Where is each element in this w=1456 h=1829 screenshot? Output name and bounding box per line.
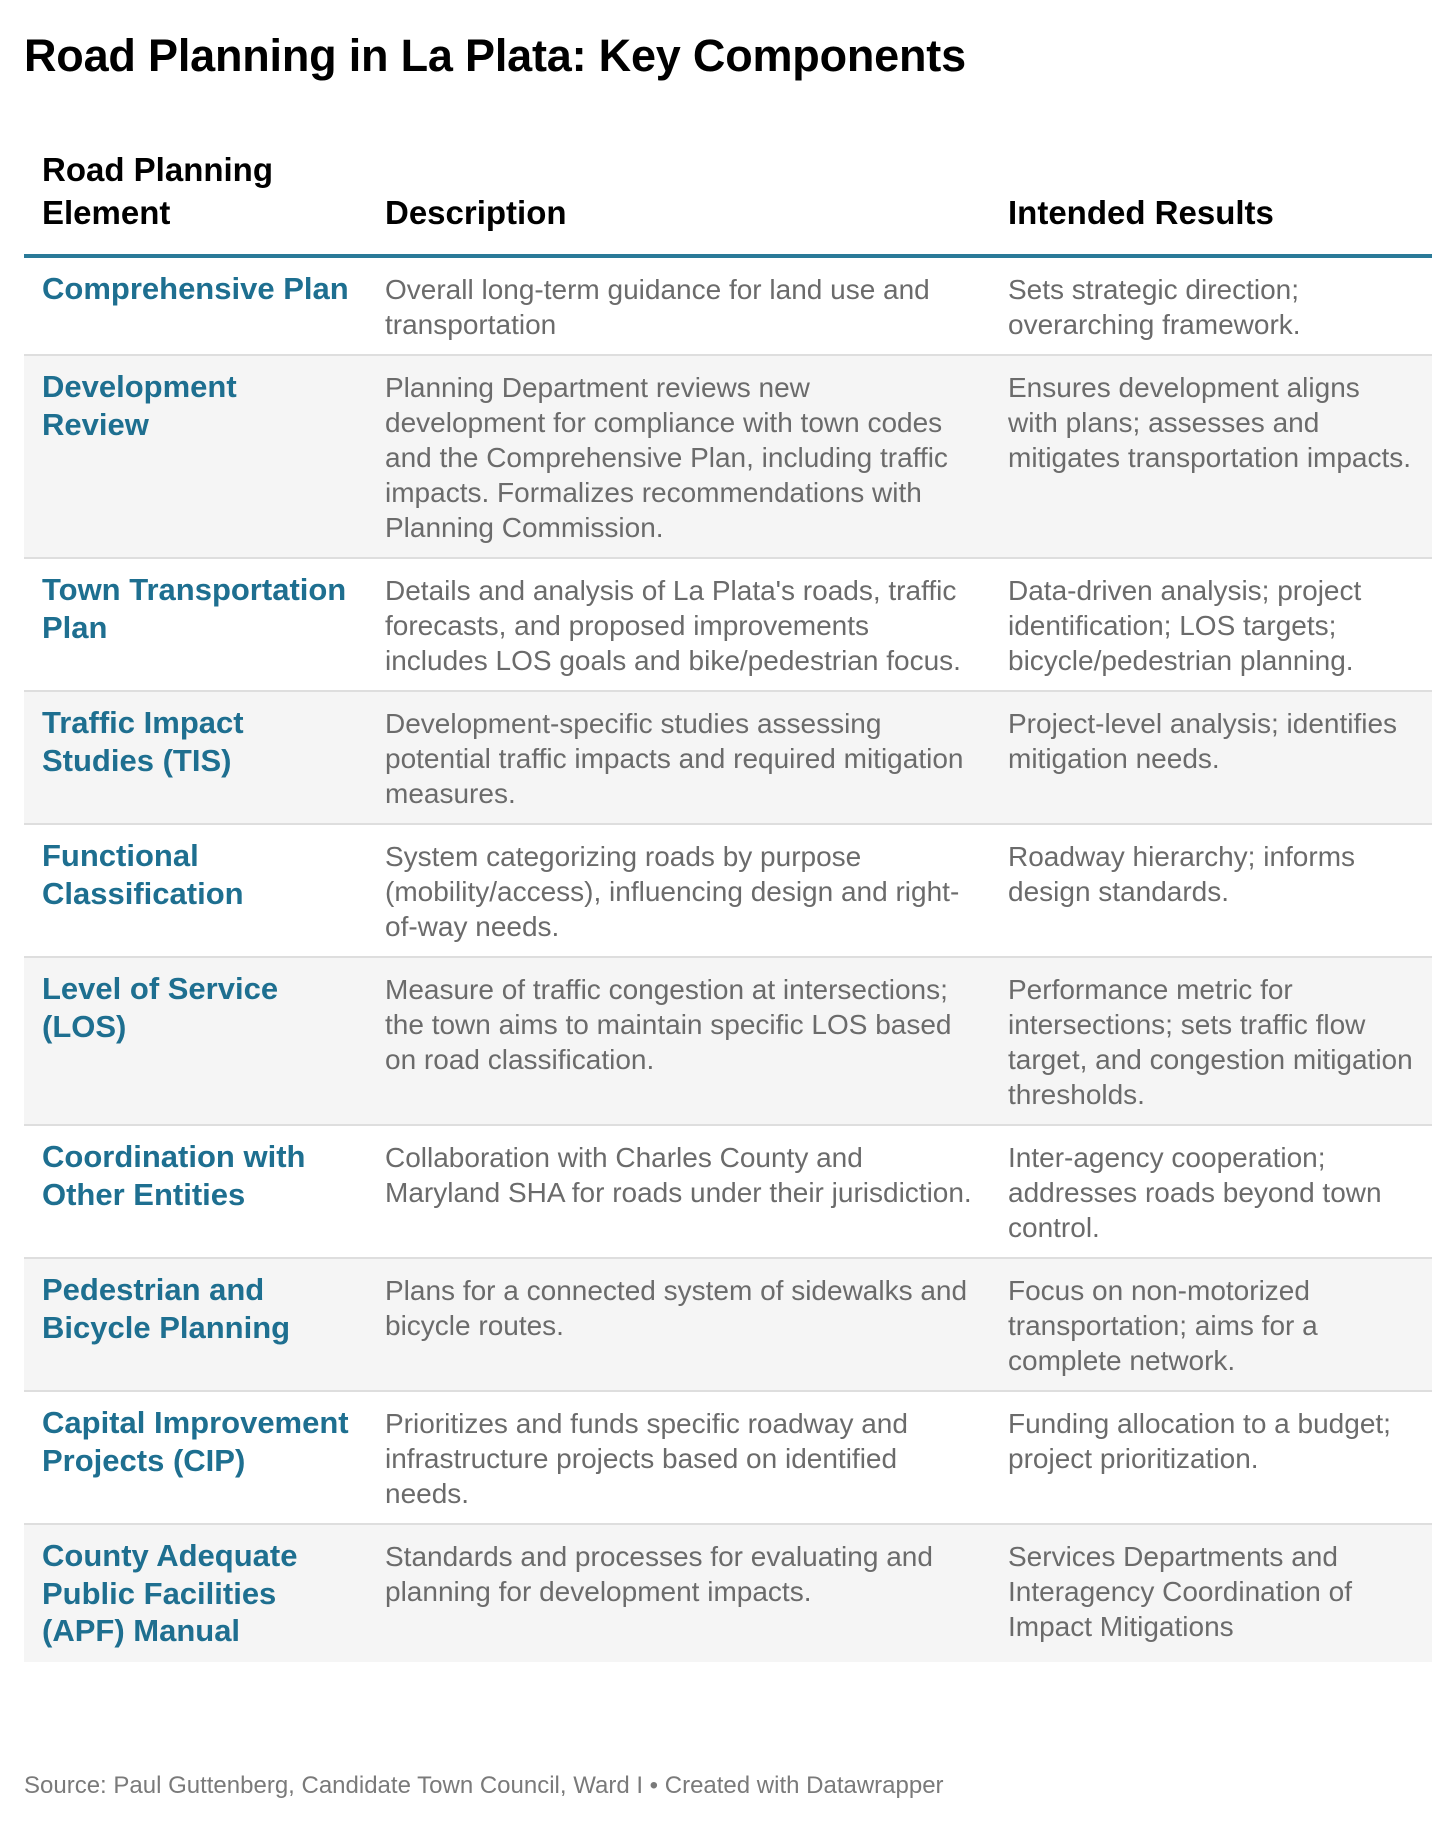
table-row <box>24 1391 1432 1524</box>
table-row <box>24 1258 1432 1391</box>
table-header <box>24 140 1432 256</box>
description-cell: Standards and processes for evaluating and planning for development impacts. <box>367 1524 990 1662</box>
description-cell: Measure of traffic congestion at intersections; the town aims to maintain specific LOS based on road classification. <box>367 957 990 1125</box>
table-body <box>24 256 1432 1662</box>
table-row <box>24 691 1432 824</box>
element-cell: Functional Classification <box>24 824 367 957</box>
results-cell: Focus on non-motorized transportation; aims for a complete network. <box>990 1258 1432 1391</box>
element-cell: Level of Service (LOS) <box>24 957 367 1125</box>
header-element: Road Planning Element <box>24 140 367 256</box>
results-cell: Project-level analysis; identifies mitigation needs. <box>990 691 1432 824</box>
table-row <box>24 355 1432 558</box>
table-row <box>24 1524 1432 1662</box>
table-row <box>24 824 1432 957</box>
page-title: Road Planning in La Plata: Key Components <box>24 30 966 81</box>
header-results: Intended Results <box>990 140 1432 256</box>
results-cell: Ensures development aligns with plans; assesses and mitigates transportation impacts. <box>990 355 1432 558</box>
table-row <box>24 1125 1432 1258</box>
table-row <box>24 256 1432 355</box>
table-row <box>24 558 1432 691</box>
source-footer: Source: Paul Guttenberg, Candidate Town Council, Ward I • Created with Datawrapper <box>24 1772 944 1799</box>
description-cell: Prioritizes and funds specific roadway and infrastructure projects based on identified needs. <box>367 1391 990 1524</box>
element-cell: Comprehensive Plan <box>24 256 367 355</box>
element-cell: Capital Improvement Projects (CIP) <box>24 1391 367 1524</box>
results-cell: Roadway hierarchy; informs design standards. <box>990 824 1432 957</box>
results-cell: Sets strategic direction; overarching framework. <box>990 256 1432 355</box>
element-cell: Coordination with Other Entities <box>24 1125 367 1258</box>
element-cell: Pedestrian and Bicycle Planning <box>24 1258 367 1391</box>
results-cell: Services Departments and Interagency Coordination of Impact Mitigations <box>990 1524 1432 1662</box>
description-cell: Planning Department reviews new development for compliance with town codes and the Comprehensive Plan, including traffic impacts. Formalizes recommendations with Planning Commission. <box>367 355 990 558</box>
results-cell: Inter-agency cooperation; addresses roads beyond town control. <box>990 1125 1432 1258</box>
description-cell: Collaboration with Charles County and Maryland SHA for roads under their jurisdiction. <box>367 1125 990 1258</box>
element-cell: Traffic Impact Studies (TIS) <box>24 691 367 824</box>
description-cell: Details and analysis of La Plata's roads, traffic forecasts, and proposed improvements includes LOS goals and bike/pedestrian focus. <box>367 558 990 691</box>
results-cell: Data-driven analysis; project identification; LOS targets; bicycle/pedestrian planning. <box>990 558 1432 691</box>
description-cell: System categorizing roads by purpose (mobility/access), influencing design and right-of-way needs. <box>367 824 990 957</box>
results-cell: Funding allocation to a budget; project prioritization. <box>990 1391 1432 1524</box>
results-cell: Performance metric for intersections; sets traffic flow target, and congestion mitigation thresholds. <box>990 957 1432 1125</box>
element-cell: Development Review <box>24 355 367 558</box>
element-cell: County Adequate Public Facilities (APF) Manual <box>24 1524 367 1662</box>
element-cell: Town Transportation Plan <box>24 558 367 691</box>
description-cell: Plans for a connected system of sidewalks and bicycle routes. <box>367 1258 990 1391</box>
components-table <box>24 140 1432 1662</box>
description-cell: Development-specific studies assessing potential traffic impacts and required mitigation measures. <box>367 691 990 824</box>
description-cell: Overall long-term guidance for land use and transportation <box>367 256 990 355</box>
table-row <box>24 957 1432 1125</box>
header-row <box>24 140 1432 256</box>
header-description: Description <box>367 140 990 256</box>
